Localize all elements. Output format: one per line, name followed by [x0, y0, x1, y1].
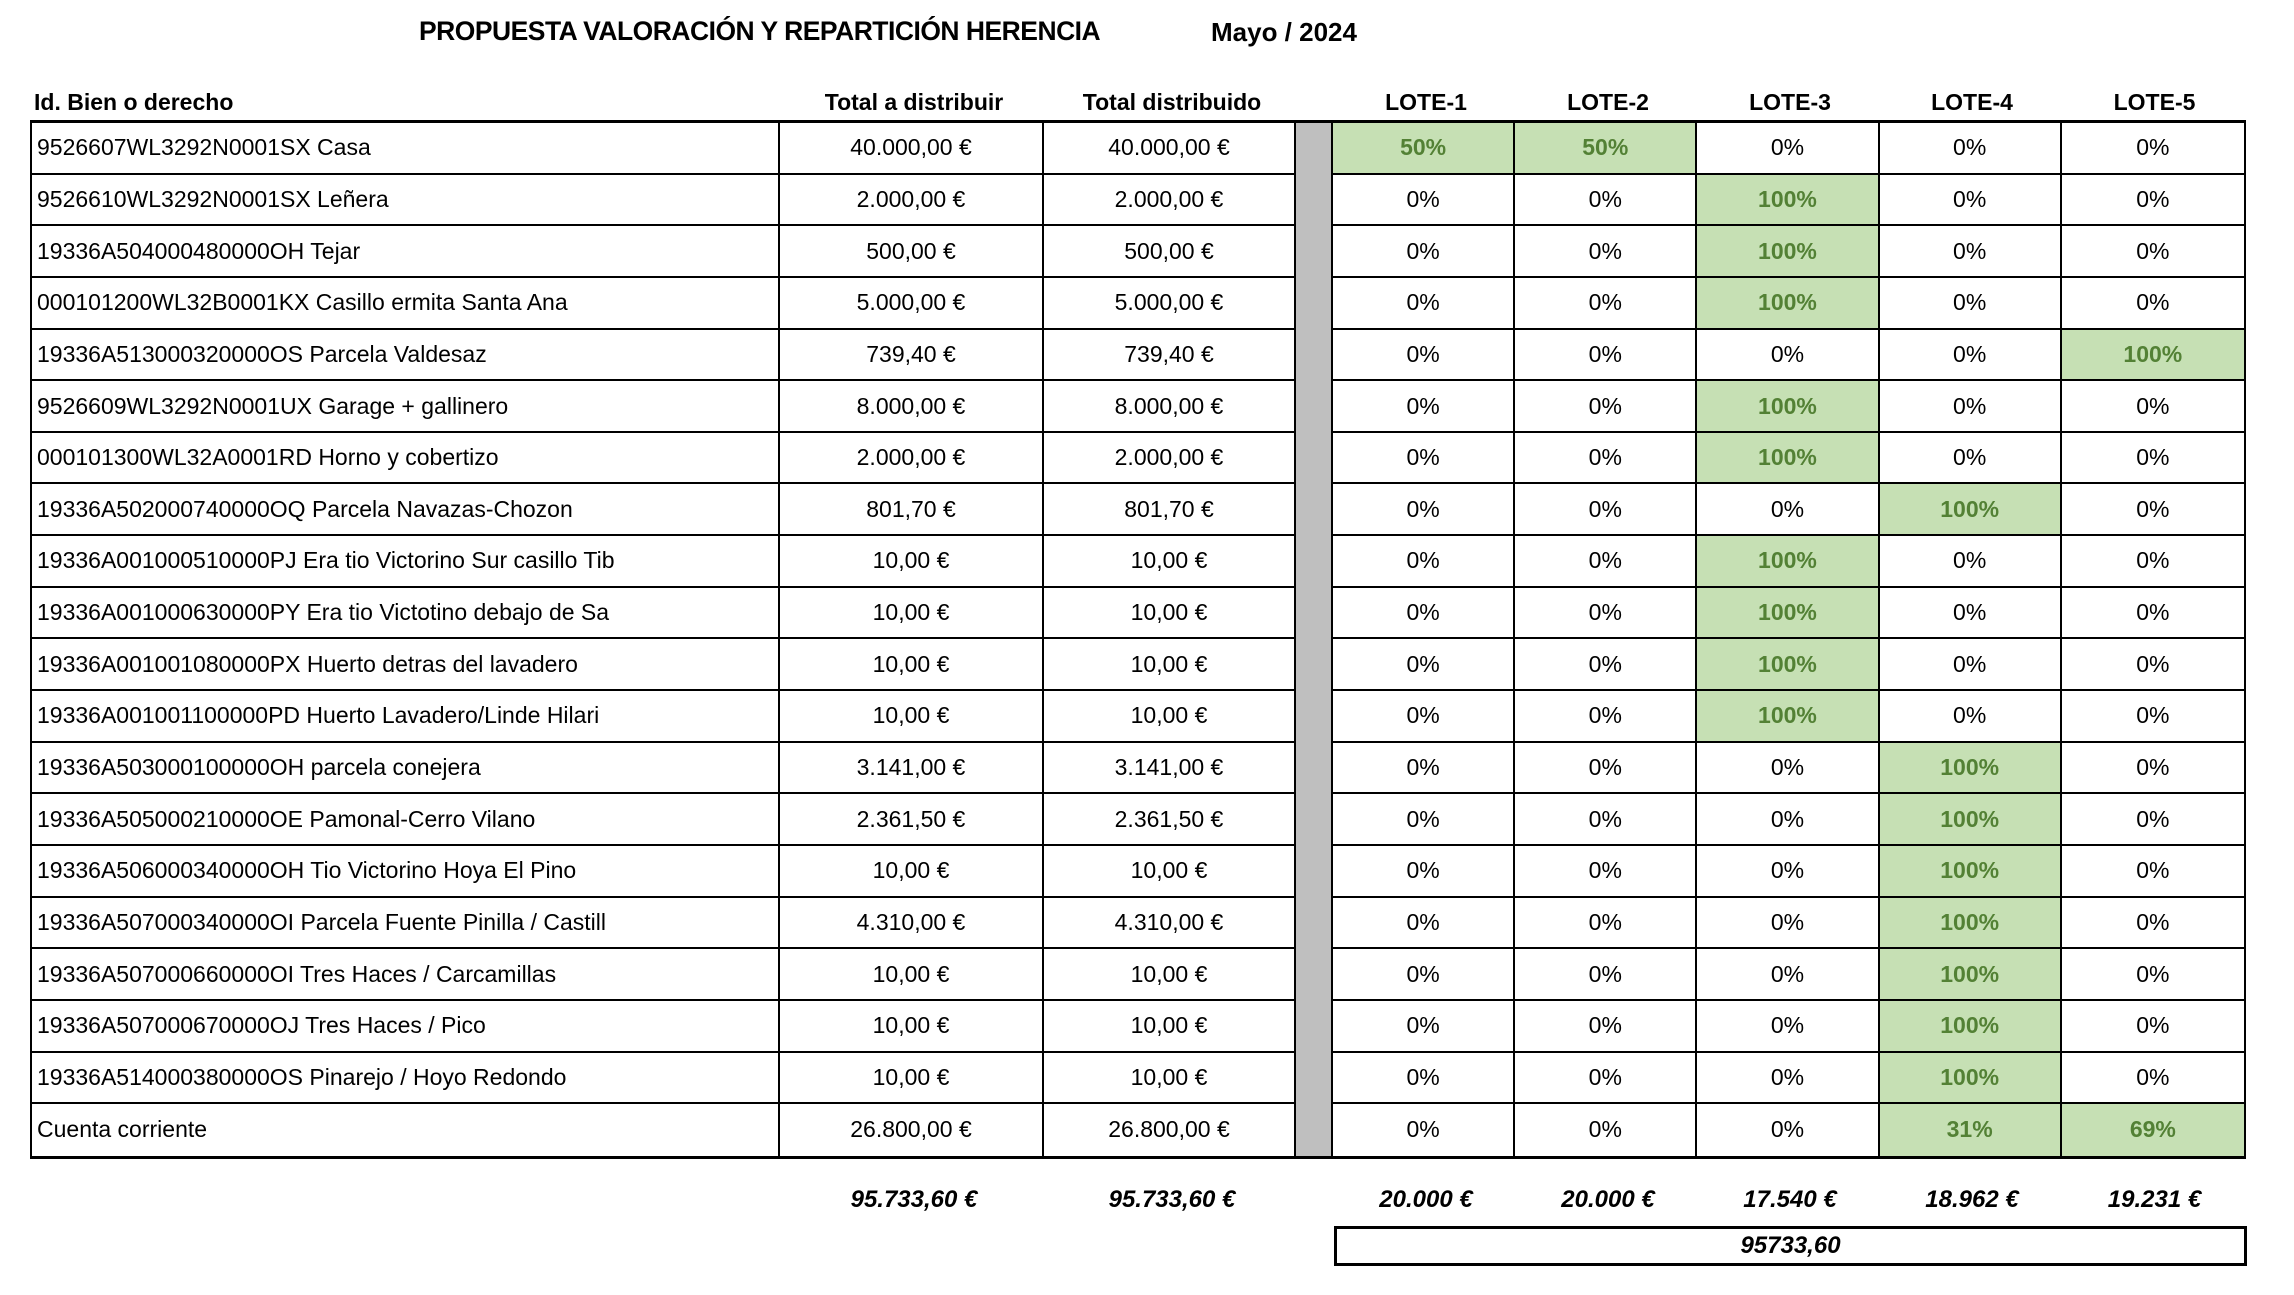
property-id-cell: 19336A513000320000OS Parcela Valdesaz	[32, 330, 780, 382]
lote-5-percent-cell: 0%	[2062, 898, 2244, 950]
total-distribuido-cell: 10,00 €	[1044, 639, 1296, 691]
property-id-cell: 000101200WL32B0001KX Casillo ermita Santa Ana	[32, 278, 780, 330]
lote-1-percent-cell: 0%	[1333, 1001, 1515, 1053]
lote-2-percent-cell: 0%	[1515, 278, 1697, 330]
lote-5-percent-cell: 0%	[2062, 588, 2244, 640]
total-a-distribuir-cell: 10,00 €	[780, 536, 1044, 588]
lote-2-percent-cell: 0%	[1515, 433, 1697, 485]
separator-bar-segment	[1296, 691, 1333, 743]
lote-total-sum-box	[1334, 1226, 2247, 1266]
grand-total-distribuido: 95.733,60 €	[1108, 1186, 1236, 1213]
lote-3-percent-cell: 100%	[1697, 639, 1879, 691]
lote-3-percent-cell: 0%	[1697, 1053, 1879, 1105]
property-id-cell: 19336A001000630000PY Era tio Victotino debajo de Sa	[32, 588, 780, 640]
lote-4-percent-cell: 0%	[1880, 691, 2062, 743]
lote-2-percent-cell: 0%	[1515, 639, 1697, 691]
property-id-cell: 19336A507000660000OI Tres Haces / Carcamillas	[32, 949, 780, 1001]
lote-2-percent-cell: 0%	[1515, 381, 1697, 433]
column-header-lote-4: LOTE-4	[1931, 89, 2013, 115]
lote-5-percent-cell: 0%	[2062, 536, 2244, 588]
table-row	[32, 226, 2244, 278]
total-distribuido-cell: 26.800,00 €	[1044, 1104, 1296, 1156]
separator-bar-segment	[1296, 639, 1333, 691]
column-header-lote-1: LOTE-1	[1385, 89, 1467, 115]
table-row	[32, 484, 2244, 536]
total-a-distribuir-cell: 10,00 €	[780, 846, 1044, 898]
lote-4-percent-cell: 31%	[1880, 1104, 2062, 1156]
table-row	[32, 691, 2244, 743]
lote-2-percent-cell: 0%	[1515, 330, 1697, 382]
property-id-cell: 9526610WL3292N0001SX Leñera	[32, 175, 780, 227]
lote-4-percent-cell: 100%	[1880, 794, 2062, 846]
lote-1-percent-cell: 0%	[1333, 536, 1515, 588]
column-header-total-a-distribuir: Total a distribuir	[824, 89, 1004, 115]
column-header-lote-3: LOTE-3	[1749, 89, 1831, 115]
lote-3-percent-cell: 0%	[1697, 330, 1879, 382]
lote-4-percent-cell: 0%	[1880, 330, 2062, 382]
lote-1-percent-cell: 0%	[1333, 639, 1515, 691]
lote-5-percent-cell: 0%	[2062, 1053, 2244, 1105]
total-a-distribuir-cell: 500,00 €	[780, 226, 1044, 278]
separator-bar-segment	[1296, 330, 1333, 382]
lote-5-percent-cell: 69%	[2062, 1104, 2244, 1156]
table-body	[32, 123, 2244, 1156]
lote-5-percent-cell: 0%	[2062, 691, 2244, 743]
total-distribuido-cell: 8.000,00 €	[1044, 381, 1296, 433]
property-id-cell: 19336A503000100000OH parcela conejera	[32, 743, 780, 795]
column-header-lote-2: LOTE-2	[1567, 89, 1649, 115]
table-row	[32, 330, 2244, 382]
total-distribuido-cell: 801,70 €	[1044, 484, 1296, 536]
total-a-distribuir-cell: 40.000,00 €	[780, 123, 1044, 175]
total-a-distribuir-cell: 5.000,00 €	[780, 278, 1044, 330]
total-distribuido-cell: 10,00 €	[1044, 1001, 1296, 1053]
table-row	[32, 1053, 2244, 1105]
property-id-cell: 19336A001001080000PX Huerto detras del lavadero	[32, 639, 780, 691]
total-distribuido-cell: 500,00 €	[1044, 226, 1296, 278]
lote-4-percent-cell: 100%	[1880, 743, 2062, 795]
lote-3-percent-cell: 0%	[1697, 794, 1879, 846]
column-header-total-distribuido: Total distribuido	[1082, 89, 1262, 115]
total-distribuido-cell: 2.361,50 €	[1044, 794, 1296, 846]
lote-4-total: 18.962 €	[1925, 1186, 2019, 1213]
lote-4-percent-cell: 100%	[1880, 949, 2062, 1001]
table-row	[32, 588, 2244, 640]
separator-bar-segment	[1296, 898, 1333, 950]
lote-4-percent-cell: 100%	[1880, 484, 2062, 536]
lote-5-percent-cell: 0%	[2062, 175, 2244, 227]
table-row	[32, 743, 2244, 795]
separator-bar-segment	[1296, 433, 1333, 485]
lote-5-percent-cell: 0%	[2062, 484, 2244, 536]
lote-3-percent-cell: 0%	[1697, 484, 1879, 536]
lote-5-total: 19.231 €	[2107, 1186, 2202, 1213]
total-distribuido-cell: 10,00 €	[1044, 691, 1296, 743]
lote-1-percent-cell: 0%	[1333, 330, 1515, 382]
lote-2-percent-cell: 0%	[1515, 536, 1697, 588]
lote-1-percent-cell: 0%	[1333, 588, 1515, 640]
lote-4-percent-cell: 100%	[1880, 898, 2062, 950]
separator-bar-segment	[1296, 794, 1333, 846]
total-distribuido-cell: 3.141,00 €	[1044, 743, 1296, 795]
lote-4-percent-cell: 0%	[1880, 123, 2062, 175]
separator-bar-segment	[1296, 175, 1333, 227]
total-a-distribuir-cell: 2.361,50 €	[780, 794, 1044, 846]
table-row	[32, 278, 2244, 330]
lote-3-percent-cell: 100%	[1697, 536, 1879, 588]
total-a-distribuir-cell: 4.310,00 €	[780, 898, 1044, 950]
lote-5-percent-cell: 0%	[2062, 846, 2244, 898]
separator-bar-segment	[1296, 1053, 1333, 1105]
total-a-distribuir-cell: 2.000,00 €	[780, 433, 1044, 485]
total-a-distribuir-cell: 2.000,00 €	[780, 175, 1044, 227]
lote-4-percent-cell: 0%	[1880, 433, 2062, 485]
lote-3-percent-cell: 100%	[1697, 226, 1879, 278]
lote-1-percent-cell: 0%	[1333, 1104, 1515, 1156]
lote-2-percent-cell: 0%	[1515, 1001, 1697, 1053]
table-row	[32, 949, 2244, 1001]
lote-3-percent-cell: 100%	[1697, 433, 1879, 485]
property-id-cell: 000101300WL32A0001RD Horno y cobertizo	[32, 433, 780, 485]
separator-bar-segment	[1296, 1001, 1333, 1053]
lote-2-percent-cell: 0%	[1515, 949, 1697, 1001]
total-distribuido-cell: 10,00 €	[1044, 846, 1296, 898]
property-id-cell: 19336A507000340000OI Parcela Fuente Pinilla / Castill	[32, 898, 780, 950]
column-header-id: Id. Bien o derecho	[34, 89, 234, 115]
lote-5-percent-cell: 0%	[2062, 949, 2244, 1001]
property-id-cell: 9526609WL3292N0001UX Garage + gallinero	[32, 381, 780, 433]
spreadsheet-table	[30, 120, 2246, 1159]
lote-3-percent-cell: 0%	[1697, 1001, 1879, 1053]
table-row	[32, 1104, 2244, 1156]
lote-4-percent-cell: 0%	[1880, 226, 2062, 278]
lote-1-percent-cell: 0%	[1333, 794, 1515, 846]
lote-4-percent-cell: 0%	[1880, 536, 2062, 588]
lote-2-percent-cell: 0%	[1515, 898, 1697, 950]
lote-2-total: 20.000 €	[1561, 1186, 1655, 1213]
lote-3-percent-cell: 0%	[1697, 949, 1879, 1001]
lote-3-percent-cell: 100%	[1697, 691, 1879, 743]
page-title: PROPUESTA VALORACIÓN Y REPARTICIÓN HERENCIA	[419, 16, 1101, 46]
separator-bar-segment	[1296, 743, 1333, 795]
lote-3-percent-cell: 100%	[1697, 278, 1879, 330]
property-id-cell: Cuenta corriente	[32, 1104, 780, 1156]
total-a-distribuir-cell: 10,00 €	[780, 639, 1044, 691]
lote-3-percent-cell: 100%	[1697, 175, 1879, 227]
lote-1-percent-cell: 0%	[1333, 484, 1515, 536]
lote-2-percent-cell: 0%	[1515, 691, 1697, 743]
lote-3-percent-cell: 0%	[1697, 1104, 1879, 1156]
total-distribuido-cell: 10,00 €	[1044, 536, 1296, 588]
separator-bar-segment	[1296, 278, 1333, 330]
total-distribuido-cell: 2.000,00 €	[1044, 433, 1296, 485]
lote-3-percent-cell: 0%	[1697, 743, 1879, 795]
total-distribuido-cell: 2.000,00 €	[1044, 175, 1296, 227]
lote-1-percent-cell: 0%	[1333, 743, 1515, 795]
property-id-cell: 19336A506000340000OH Tio Victorino Hoya El Pino	[32, 846, 780, 898]
lote-4-percent-cell: 0%	[1880, 278, 2062, 330]
property-id-cell: 19336A001000510000PJ Era tio Victorino Sur casillo Tib	[32, 536, 780, 588]
separator-bar-segment	[1296, 484, 1333, 536]
lote-3-total: 17.540 €	[1743, 1186, 1837, 1213]
lote-4-percent-cell: 100%	[1880, 1053, 2062, 1105]
lote-5-percent-cell: 0%	[2062, 226, 2244, 278]
total-a-distribuir-cell: 26.800,00 €	[780, 1104, 1044, 1156]
table-row	[32, 1001, 2244, 1053]
lote-3-percent-cell: 0%	[1697, 898, 1879, 950]
total-distribuido-cell: 739,40 €	[1044, 330, 1296, 382]
separator-bar-segment	[1296, 949, 1333, 1001]
total-distribuido-cell: 5.000,00 €	[1044, 278, 1296, 330]
grand-total-a-distribuir: 95.733,60 €	[850, 1186, 978, 1213]
property-id-cell: 9526607WL3292N0001SX Casa	[32, 123, 780, 175]
lote-5-percent-cell: 100%	[2062, 330, 2244, 382]
total-a-distribuir-cell: 10,00 €	[780, 949, 1044, 1001]
total-a-distribuir-cell: 739,40 €	[780, 330, 1044, 382]
lote-1-percent-cell: 0%	[1333, 898, 1515, 950]
table-row	[32, 639, 2244, 691]
total-a-distribuir-cell: 10,00 €	[780, 1053, 1044, 1105]
lote-4-percent-cell: 100%	[1880, 1001, 2062, 1053]
table-row	[32, 175, 2244, 227]
separator-bar-segment	[1296, 123, 1333, 175]
lote-1-percent-cell: 0%	[1333, 381, 1515, 433]
lote-5-percent-cell: 0%	[2062, 123, 2244, 175]
total-distribuido-cell: 10,00 €	[1044, 588, 1296, 640]
total-a-distribuir-cell: 10,00 €	[780, 691, 1044, 743]
table-row	[32, 433, 2244, 485]
total-distribuido-cell: 4.310,00 €	[1044, 898, 1296, 950]
lote-4-percent-cell: 0%	[1880, 588, 2062, 640]
separator-bar-segment	[1296, 846, 1333, 898]
lote-2-percent-cell: 0%	[1515, 1104, 1697, 1156]
lote-1-percent-cell: 0%	[1333, 949, 1515, 1001]
lote-total-sum-value: 95733,60	[1740, 1232, 1841, 1259]
total-a-distribuir-cell: 10,00 €	[780, 588, 1044, 640]
lote-2-percent-cell: 0%	[1515, 743, 1697, 795]
lote-2-percent-cell: 0%	[1515, 1053, 1697, 1105]
lote-5-percent-cell: 0%	[2062, 433, 2244, 485]
lote-5-percent-cell: 0%	[2062, 639, 2244, 691]
lote-1-percent-cell: 0%	[1333, 433, 1515, 485]
lote-2-percent-cell: 0%	[1515, 794, 1697, 846]
page-date: Mayo / 2024	[1211, 17, 1357, 47]
table-row	[32, 536, 2244, 588]
total-distribuido-cell: 10,00 €	[1044, 1053, 1296, 1105]
lote-4-percent-cell: 0%	[1880, 639, 2062, 691]
total-a-distribuir-cell: 801,70 €	[780, 484, 1044, 536]
property-id-cell: 19336A507000670000OJ Tres Haces / Pico	[32, 1001, 780, 1053]
property-id-cell: 19336A001001100000PD Huerto Lavadero/Linde Hilari	[32, 691, 780, 743]
lote-2-percent-cell: 0%	[1515, 588, 1697, 640]
table-row	[32, 794, 2244, 846]
lote-1-percent-cell: 0%	[1333, 278, 1515, 330]
total-distribuido-cell: 10,00 €	[1044, 949, 1296, 1001]
lote-5-percent-cell: 0%	[2062, 743, 2244, 795]
table-row	[32, 123, 2244, 175]
separator-bar-segment	[1296, 381, 1333, 433]
property-id-cell: 19336A504000480000OH Tejar	[32, 226, 780, 278]
lote-3-percent-cell: 0%	[1697, 123, 1879, 175]
lote-5-percent-cell: 0%	[2062, 1001, 2244, 1053]
separator-bar-segment	[1296, 226, 1333, 278]
total-a-distribuir-cell: 10,00 €	[780, 1001, 1044, 1053]
lote-2-percent-cell: 0%	[1515, 226, 1697, 278]
lote-4-percent-cell: 0%	[1880, 381, 2062, 433]
property-id-cell: 19336A502000740000OQ Parcela Navazas-Chozon	[32, 484, 780, 536]
total-distribuido-cell: 40.000,00 €	[1044, 123, 1296, 175]
lote-1-percent-cell: 0%	[1333, 1053, 1515, 1105]
property-id-cell: 19336A505000210000OE Pamonal-Cerro Vilano	[32, 794, 780, 846]
lote-1-total: 20.000 €	[1379, 1186, 1473, 1213]
lote-3-percent-cell: 0%	[1697, 846, 1879, 898]
total-a-distribuir-cell: 8.000,00 €	[780, 381, 1044, 433]
lote-1-percent-cell: 0%	[1333, 691, 1515, 743]
lote-4-percent-cell: 0%	[1880, 175, 2062, 227]
lote-5-percent-cell: 0%	[2062, 381, 2244, 433]
lote-1-percent-cell: 50%	[1333, 123, 1515, 175]
lote-1-percent-cell: 0%	[1333, 846, 1515, 898]
lote-1-percent-cell: 0%	[1333, 175, 1515, 227]
property-id-cell: 19336A514000380000OS Pinarejo / Hoyo Redondo	[32, 1053, 780, 1105]
column-header-lote-5: LOTE-5	[2113, 89, 2196, 115]
table-row	[32, 846, 2244, 898]
lote-4-percent-cell: 100%	[1880, 846, 2062, 898]
lote-3-percent-cell: 100%	[1697, 381, 1879, 433]
table-row	[32, 381, 2244, 433]
lote-2-percent-cell: 0%	[1515, 484, 1697, 536]
total-a-distribuir-cell: 3.141,00 €	[780, 743, 1044, 795]
lote-5-percent-cell: 0%	[2062, 794, 2244, 846]
separator-bar-segment	[1296, 536, 1333, 588]
separator-bar-segment	[1296, 1104, 1333, 1156]
table-row	[32, 898, 2244, 950]
lote-3-percent-cell: 100%	[1697, 588, 1879, 640]
separator-bar-segment	[1296, 588, 1333, 640]
lote-1-percent-cell: 0%	[1333, 226, 1515, 278]
lote-5-percent-cell: 0%	[2062, 278, 2244, 330]
lote-2-percent-cell: 50%	[1515, 123, 1697, 175]
lote-2-percent-cell: 0%	[1515, 846, 1697, 898]
lote-2-percent-cell: 0%	[1515, 175, 1697, 227]
